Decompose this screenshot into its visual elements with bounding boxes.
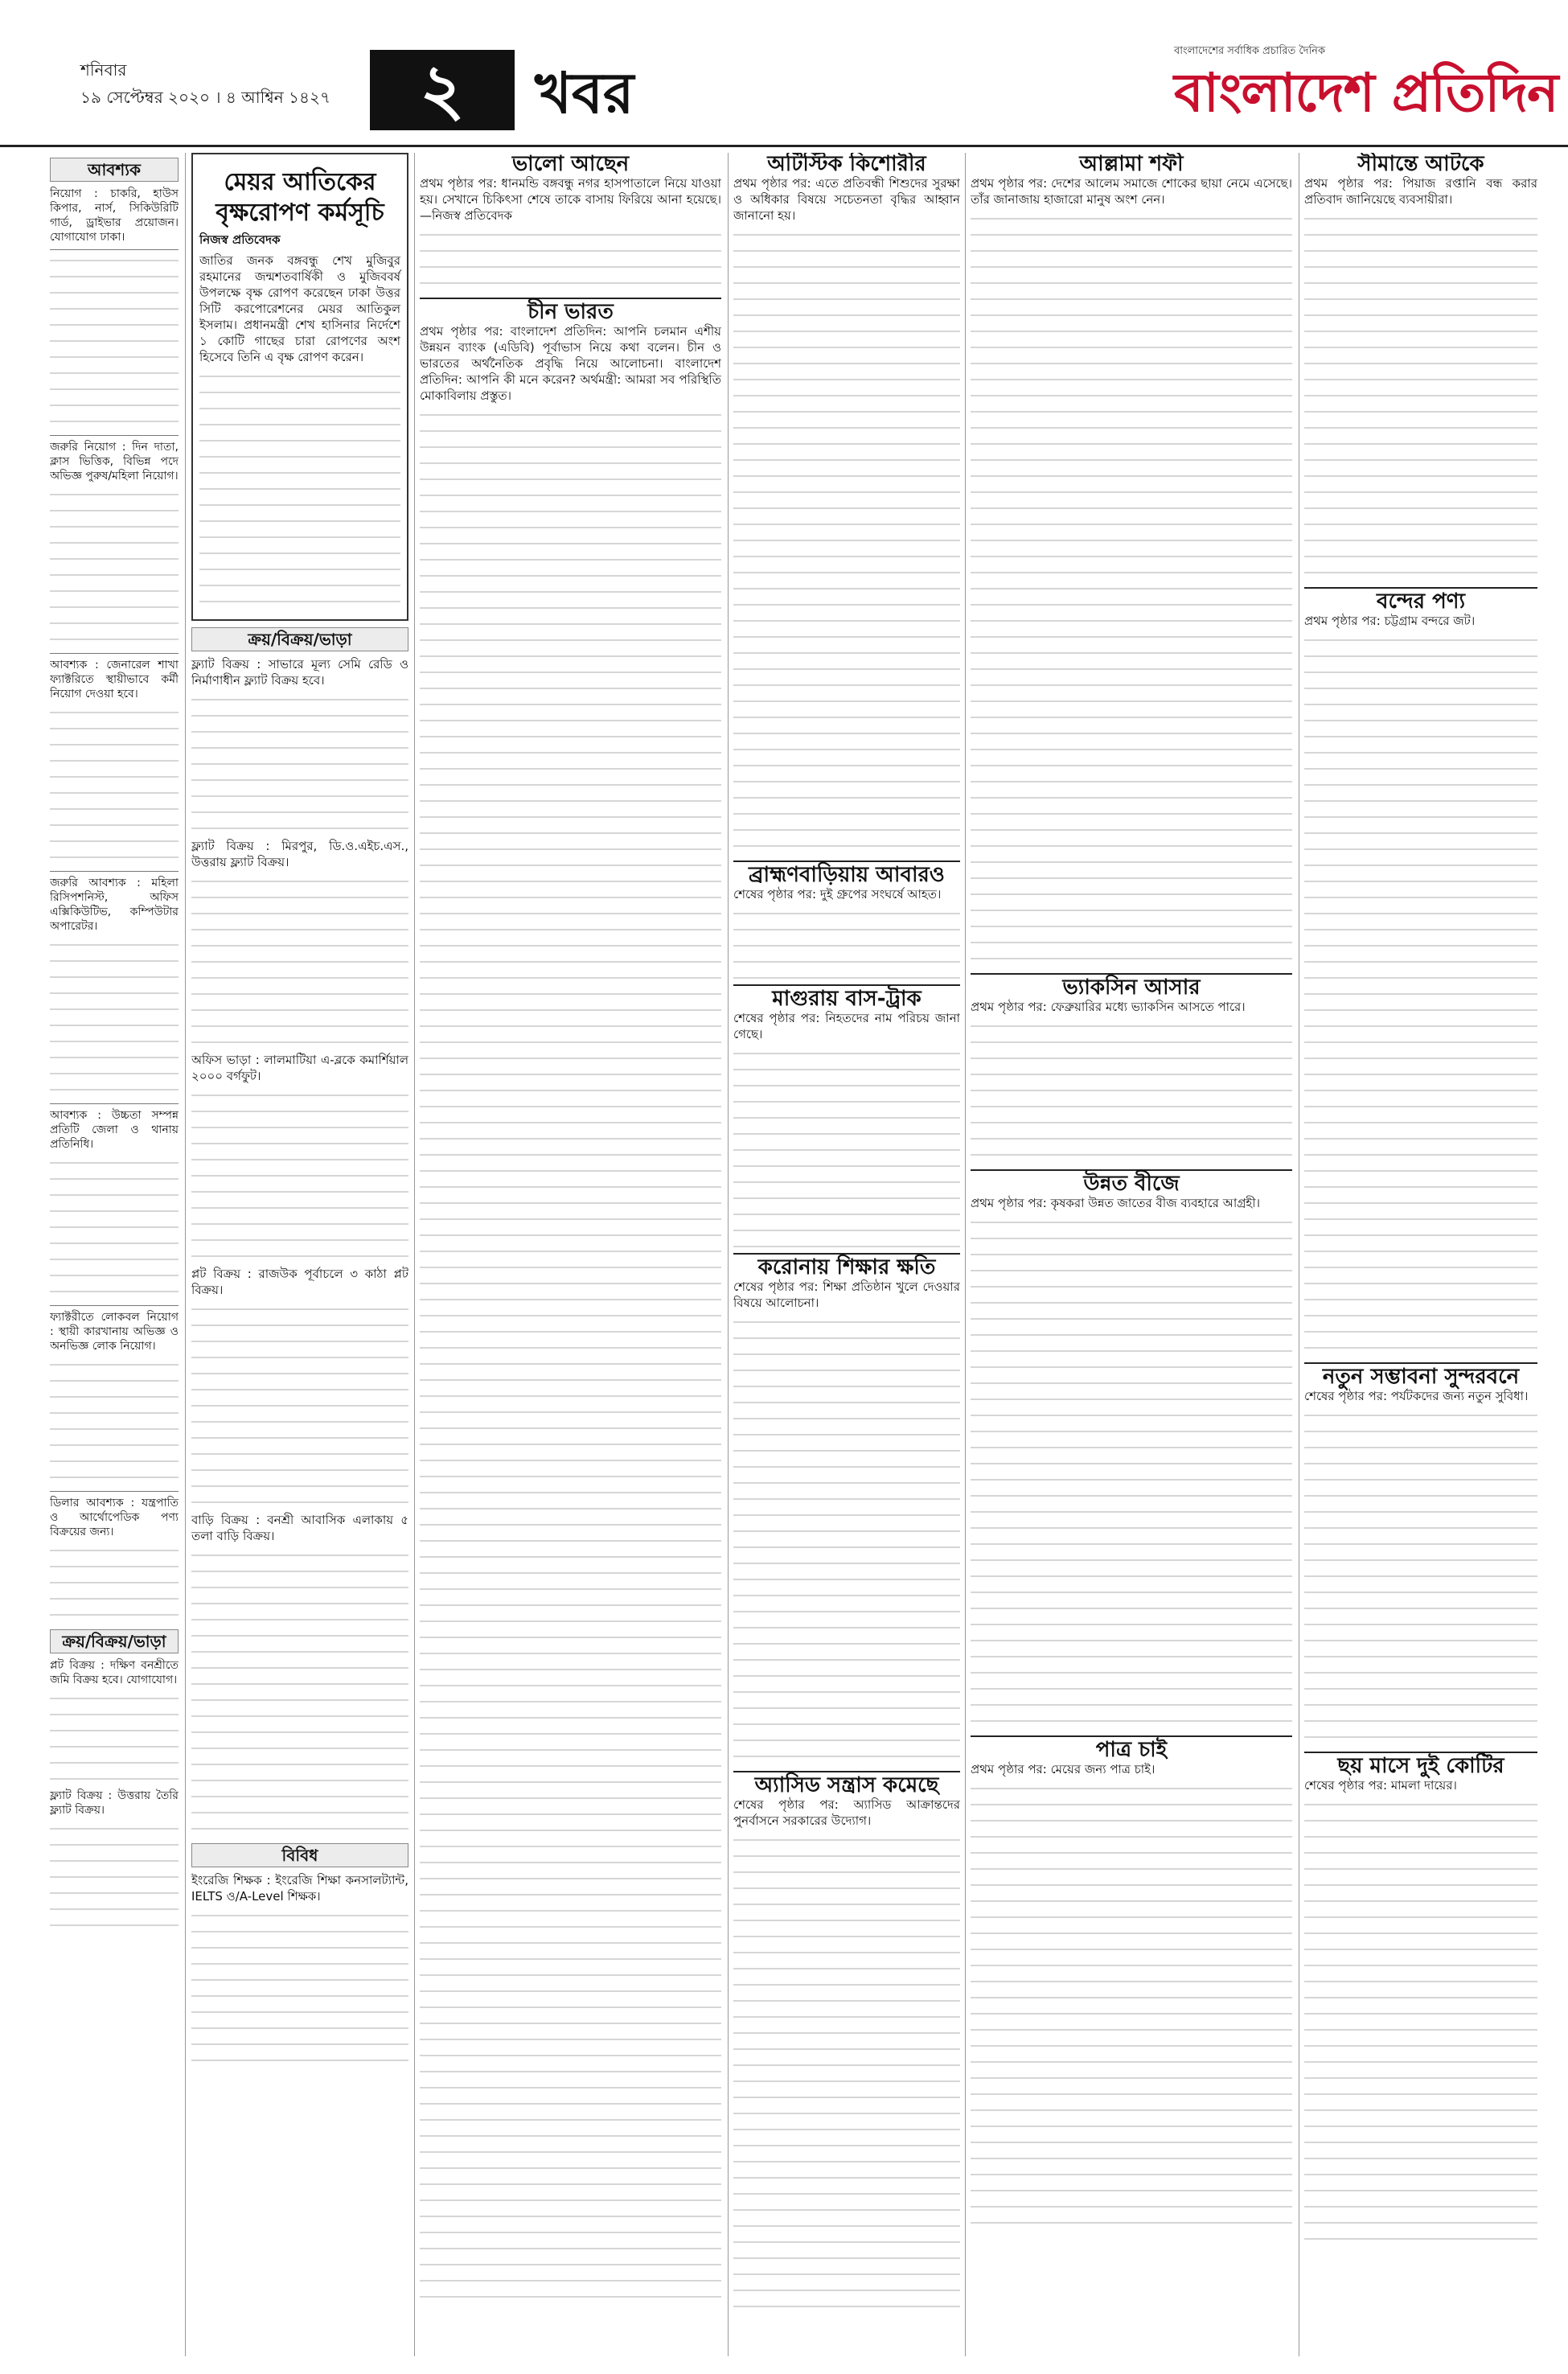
story-body: প্রথম পৃষ্ঠার পর: মেয়ের জন্য পাত্র চাই। <box>971 1762 1155 1776</box>
ad-item: অফিস ভাড়া : লালমাটিয়া এ-ব্লকে কমার্শিয়াল ২০০০ বর্গফুট। <box>191 1053 408 1083</box>
headline: আল্লামা শফী <box>1079 153 1184 176</box>
story-body: শেষের পৃষ্ঠার পর: শিক্ষা প্রতিষ্ঠান খুলে দেওয়ার বিষয়ে আলোচনা। <box>733 1279 960 1310</box>
column-2 <box>191 153 408 2356</box>
story-body: প্রথম পৃষ্ঠার পর: বাংলাদেশ প্রতিদিন: আপনি চলমান এশীয় উন্নয়ন ব্যাংক (এডিবি) পূর্বাভাস নিয়ে কথা বলেন। চীন ও ভারতের অর্থনৈতিক প্রবৃদ্ধি নিয়ে আলোচনা। বাংলাদেশ প্রতিদিন: আপনি কী মনে করেন? অর্থমন্ত্রী: আমরা সব পরিস্থিতি মোকাবিলায় প্রস্তুত। <box>420 324 721 403</box>
headline: করোনায় শিক্ষার ক্ষতি <box>757 1255 936 1279</box>
text-block <box>191 1303 408 1512</box>
story-body: শেষের পৃষ্ঠার পর: অ্যাসিড আক্রান্তদের পুনর্বাসনে সরকারের উদ্যোগ। <box>733 1797 960 1828</box>
ad-item: প্লট বিক্রয় : রাজউক পূর্বাচলে ৩ কাঠা প্লট বিক্রয়। <box>191 1267 408 1297</box>
text-block <box>971 1216 1292 1731</box>
story-body: শেষের পৃষ্ঠার পর: মামলা দায়ের। <box>1304 1778 1457 1793</box>
text-block <box>420 409 721 2306</box>
classified-item: জরুরি আবশ্যক : মহিলা রিসিপশনিস্ট, অফিস এক্সিকিউটিভ, কম্পিউটার অপারেটর। <box>50 877 179 933</box>
text-block <box>50 939 179 1099</box>
text-block <box>733 1834 960 2316</box>
story-body: প্রথম পৃষ্ঠার পর: ধানমন্ডি বঙ্গবন্ধু নগর হাসপাতালে নিয়ে যাওয়া হয়। সেখানে চিকিৎসা শেষে তাকে বাসায় ফিরিয়ে আনা হয়েছে। —নিজস্ব প্রতিবেদক <box>420 176 721 223</box>
headline: নতুন সম্ভাবনা সুন্দরবনে <box>1322 1365 1520 1389</box>
column-4 <box>733 153 960 2356</box>
column-divider <box>728 153 729 2356</box>
headline: মাগুরায় বাস-ট্রাক <box>772 987 922 1011</box>
column-3 <box>420 153 721 2356</box>
headline: বন্দের পণ্য <box>1376 589 1466 614</box>
text-block <box>191 875 408 1052</box>
text-block <box>971 1020 1292 1164</box>
weekday: শনিবার <box>80 60 127 80</box>
text-block <box>1304 634 1537 1357</box>
text-block <box>1304 1798 1537 2249</box>
text-block <box>733 228 960 856</box>
story-body: প্রথম পৃষ্ঠার পর: এতে প্রতিবন্ধী শিশুদের সুরক্ষা ও অধিকার বিষয়ে সচেতনতা বৃদ্ধির আহ্বান জানানো হয়। <box>733 176 960 223</box>
text-block <box>733 907 960 980</box>
feature-box <box>191 153 408 621</box>
classified-item: আবশ্যক : উচ্চতা সম্পন্ন প্রতিটি জেলা ও থানায় প্রতিনিধি। <box>50 1109 179 1151</box>
column-5 <box>971 153 1292 2356</box>
text-block <box>191 1909 408 2070</box>
ad-item: ফ্ল্যাট বিক্রয় : মিরপুর, ডি.ও.এইচ.এস., উত্তরায় ফ্ল্যাট বিক্রয়। <box>191 839 408 869</box>
misc-item: ইংরেজি শিক্ষক : ইংরেজি শিক্ষা কনসালট্যান্ট, IELTS ও/A-Level শিক্ষক। <box>191 1873 408 1904</box>
story-body: প্রথম পৃষ্ঠার পর: কৃষকরা উন্নত জাতের বীজ ব্যবহারে আগ্রহী। <box>971 1196 1260 1210</box>
text-block <box>191 1089 408 1266</box>
date: ১৯ সেপ্টেম্বর ২০২০ । ৪ আশ্বিন ১৪২৭ <box>80 88 330 107</box>
classifieds-column <box>50 153 179 2356</box>
classified-item: ডিলার আবশ্যক : যন্ত্রপাতি ও আর্থোপেডিক পণ্য বিক্রয়ের জন্য। <box>50 1497 179 1538</box>
headline: পাত্র চাই <box>1095 1738 1168 1762</box>
text-block <box>971 1782 1292 2232</box>
classified-item: প্লট বিক্রয় : দক্ষিণ বনশ্রীতে জমি বিক্রয় হবে। যোগাযোগ। <box>50 1659 179 1686</box>
text-block <box>971 212 1292 968</box>
classified-item: ফ্ল্যাট বিক্রয় : উত্তরায় তৈরি ফ্ল্যাট বিক্রয়। <box>50 1789 179 1817</box>
dateline <box>80 56 330 111</box>
text-block <box>1304 212 1537 582</box>
text-block <box>199 370 400 611</box>
headline: উন্নত বীজে <box>1083 1172 1180 1196</box>
story-body: শেষের পৃষ্ঠার পর: দুই গ্রুপের সংঘর্ষে আহত। <box>733 887 942 902</box>
headline: ভ্যাকসিন আসার <box>1062 975 1201 1000</box>
text-block <box>420 228 721 293</box>
column-divider <box>185 153 186 2356</box>
page-number: ২ <box>370 50 515 130</box>
column-divider <box>965 153 966 2356</box>
classified-item: আবশ্যক : জেনারেল শাখা ফ্যাক্টরিতে স্থায়ীভাবে কর্মী নিয়োগ দেওয়া হবে। <box>50 659 179 700</box>
newspaper-logo: বাংলাদেশ প্রতিদিন <box>1174 61 1558 124</box>
story-body: প্রথম পৃষ্ঠার পর: ফেব্রুয়ারির মধ্যে ভ্যাকসিন আসতে পারে। <box>971 1000 1246 1014</box>
story-body: শেষের পৃষ্ঠার পর: পর্যটকদের জন্য নতুন সুবিধা। <box>1304 1389 1529 1403</box>
headline: চীন ভারত <box>527 300 614 324</box>
text-block <box>50 706 179 867</box>
story-body: প্রথম পৃষ্ঠার পর: চট্টগ্রাম বন্দরে জট। <box>1304 614 1476 628</box>
text-block <box>191 1549 408 1838</box>
feature-title: মেয়র আতিকের বৃক্ষরোপণ কর্মসূচি <box>215 168 384 227</box>
text-block <box>50 1692 179 1789</box>
misc-header: বিবিধ <box>191 1843 408 1867</box>
headline: সীমান্তে আটকে <box>1357 153 1484 176</box>
headline: ব্রাহ্মণবাড়িয়ায় আবারও <box>749 863 945 887</box>
column-6 <box>1304 153 1537 2356</box>
classified-item: ফ্যাক্টরীতে লোকবল নিয়োগ : স্থায়ী কারখানায় অভিজ্ঞ ও অনভিজ্ঞ লোক নিয়োগ। <box>50 1311 179 1353</box>
text-block <box>50 1544 179 1624</box>
classified-item: নিয়োগ : চাকরি, হাউস কিপার, নার্স, সিকিউরিটি গার্ড, ড্রাইভার প্রয়োজন। যোগাযোগ ঢাকা। <box>50 187 179 244</box>
classified-item: জরুরি নিয়োগ : দিন দাতা, ক্লাস ভিত্তিক, বিভিন্ন পদে অভিজ্ঞ পুরুষ/মহিলা নিয়োগ। <box>50 441 179 483</box>
text-block <box>733 1316 960 1766</box>
byline: নিজস্ব প্রতিবেদক <box>199 232 281 247</box>
text-block <box>50 1156 179 1301</box>
ads-header: ক্রয়/বিক্রয়/ভাড়া <box>191 627 408 651</box>
ad-item: ফ্ল্যাট বিক্রয় : সাভারে মূল্য সেমি রেডি ও নির্মাণাধীন ফ্ল্যাট বিক্রয় হবে। <box>191 657 408 688</box>
column-divider <box>414 153 415 2356</box>
text-block <box>191 693 408 838</box>
story-body: প্রথম পৃষ্ঠার পর: পিয়াজ রপ্তানি বন্ধ করার প্রতিবাদ জানিয়েছে ব্যবসায়ীরা। <box>1304 176 1537 207</box>
text-block <box>50 488 179 649</box>
text-block <box>1304 1409 1537 1747</box>
text-block <box>733 1047 960 1248</box>
headline: অ্যাসিড সন্ত্রাস কমেছে <box>754 1773 939 1797</box>
section-title: খবর <box>535 60 634 126</box>
logo-tagline: বাংলাদেশের সর্বাধিক প্রচারিত দৈনিক <box>1174 45 1326 57</box>
headline: ছয় মাসে দুই কোটির <box>1337 1754 1504 1778</box>
text-block <box>50 1822 179 1935</box>
text-block <box>50 1358 179 1487</box>
story-body: প্রথম পৃষ্ঠার পর: দেশের আলেম সমাজে শোকের ছায়া নেমে এসেছে। তাঁর জানাজায় হাজারো মানুষ অংশ নেন। <box>971 176 1292 207</box>
feature-body: জাতির জনক বঙ্গবন্ধু শেখ মুজিবুর রহমানের জন্মশতবার্ষিকী ও মুজিববর্ষ উপলক্ষে বৃক্ষ রোপণ করেছেন ঢাকা উত্তর সিটি করপোরেশনের মেয়র আতিকুল ইসলাম। প্রধানমন্ত্রী শেখ হাসিনার নির্দেশে ১ কোটি গাছের চারা রোপণের অংশ হিসেবে তিনি এ বৃক্ষ রোপণ করেন। <box>199 253 400 364</box>
classified-sale-header: ক্রয়/বিক্রয়/ভাড়া <box>50 1629 179 1653</box>
headline: ভালো আছেন <box>511 153 630 176</box>
story-body: শেষের পৃষ্ঠার পর: নিহতদের নাম পরিচয় জানা গেছে। <box>733 1011 960 1041</box>
text-block <box>50 254 179 431</box>
headline: অটিস্টিক কিশোরীর <box>767 153 926 176</box>
classified-header: আবশ্যক <box>50 158 179 182</box>
ad-item: বাড়ি বিক্রয় : বনশ্রী আবাসিক এলাকায় ৫ তলা বাড়ি বিক্রয়। <box>191 1513 408 1543</box>
